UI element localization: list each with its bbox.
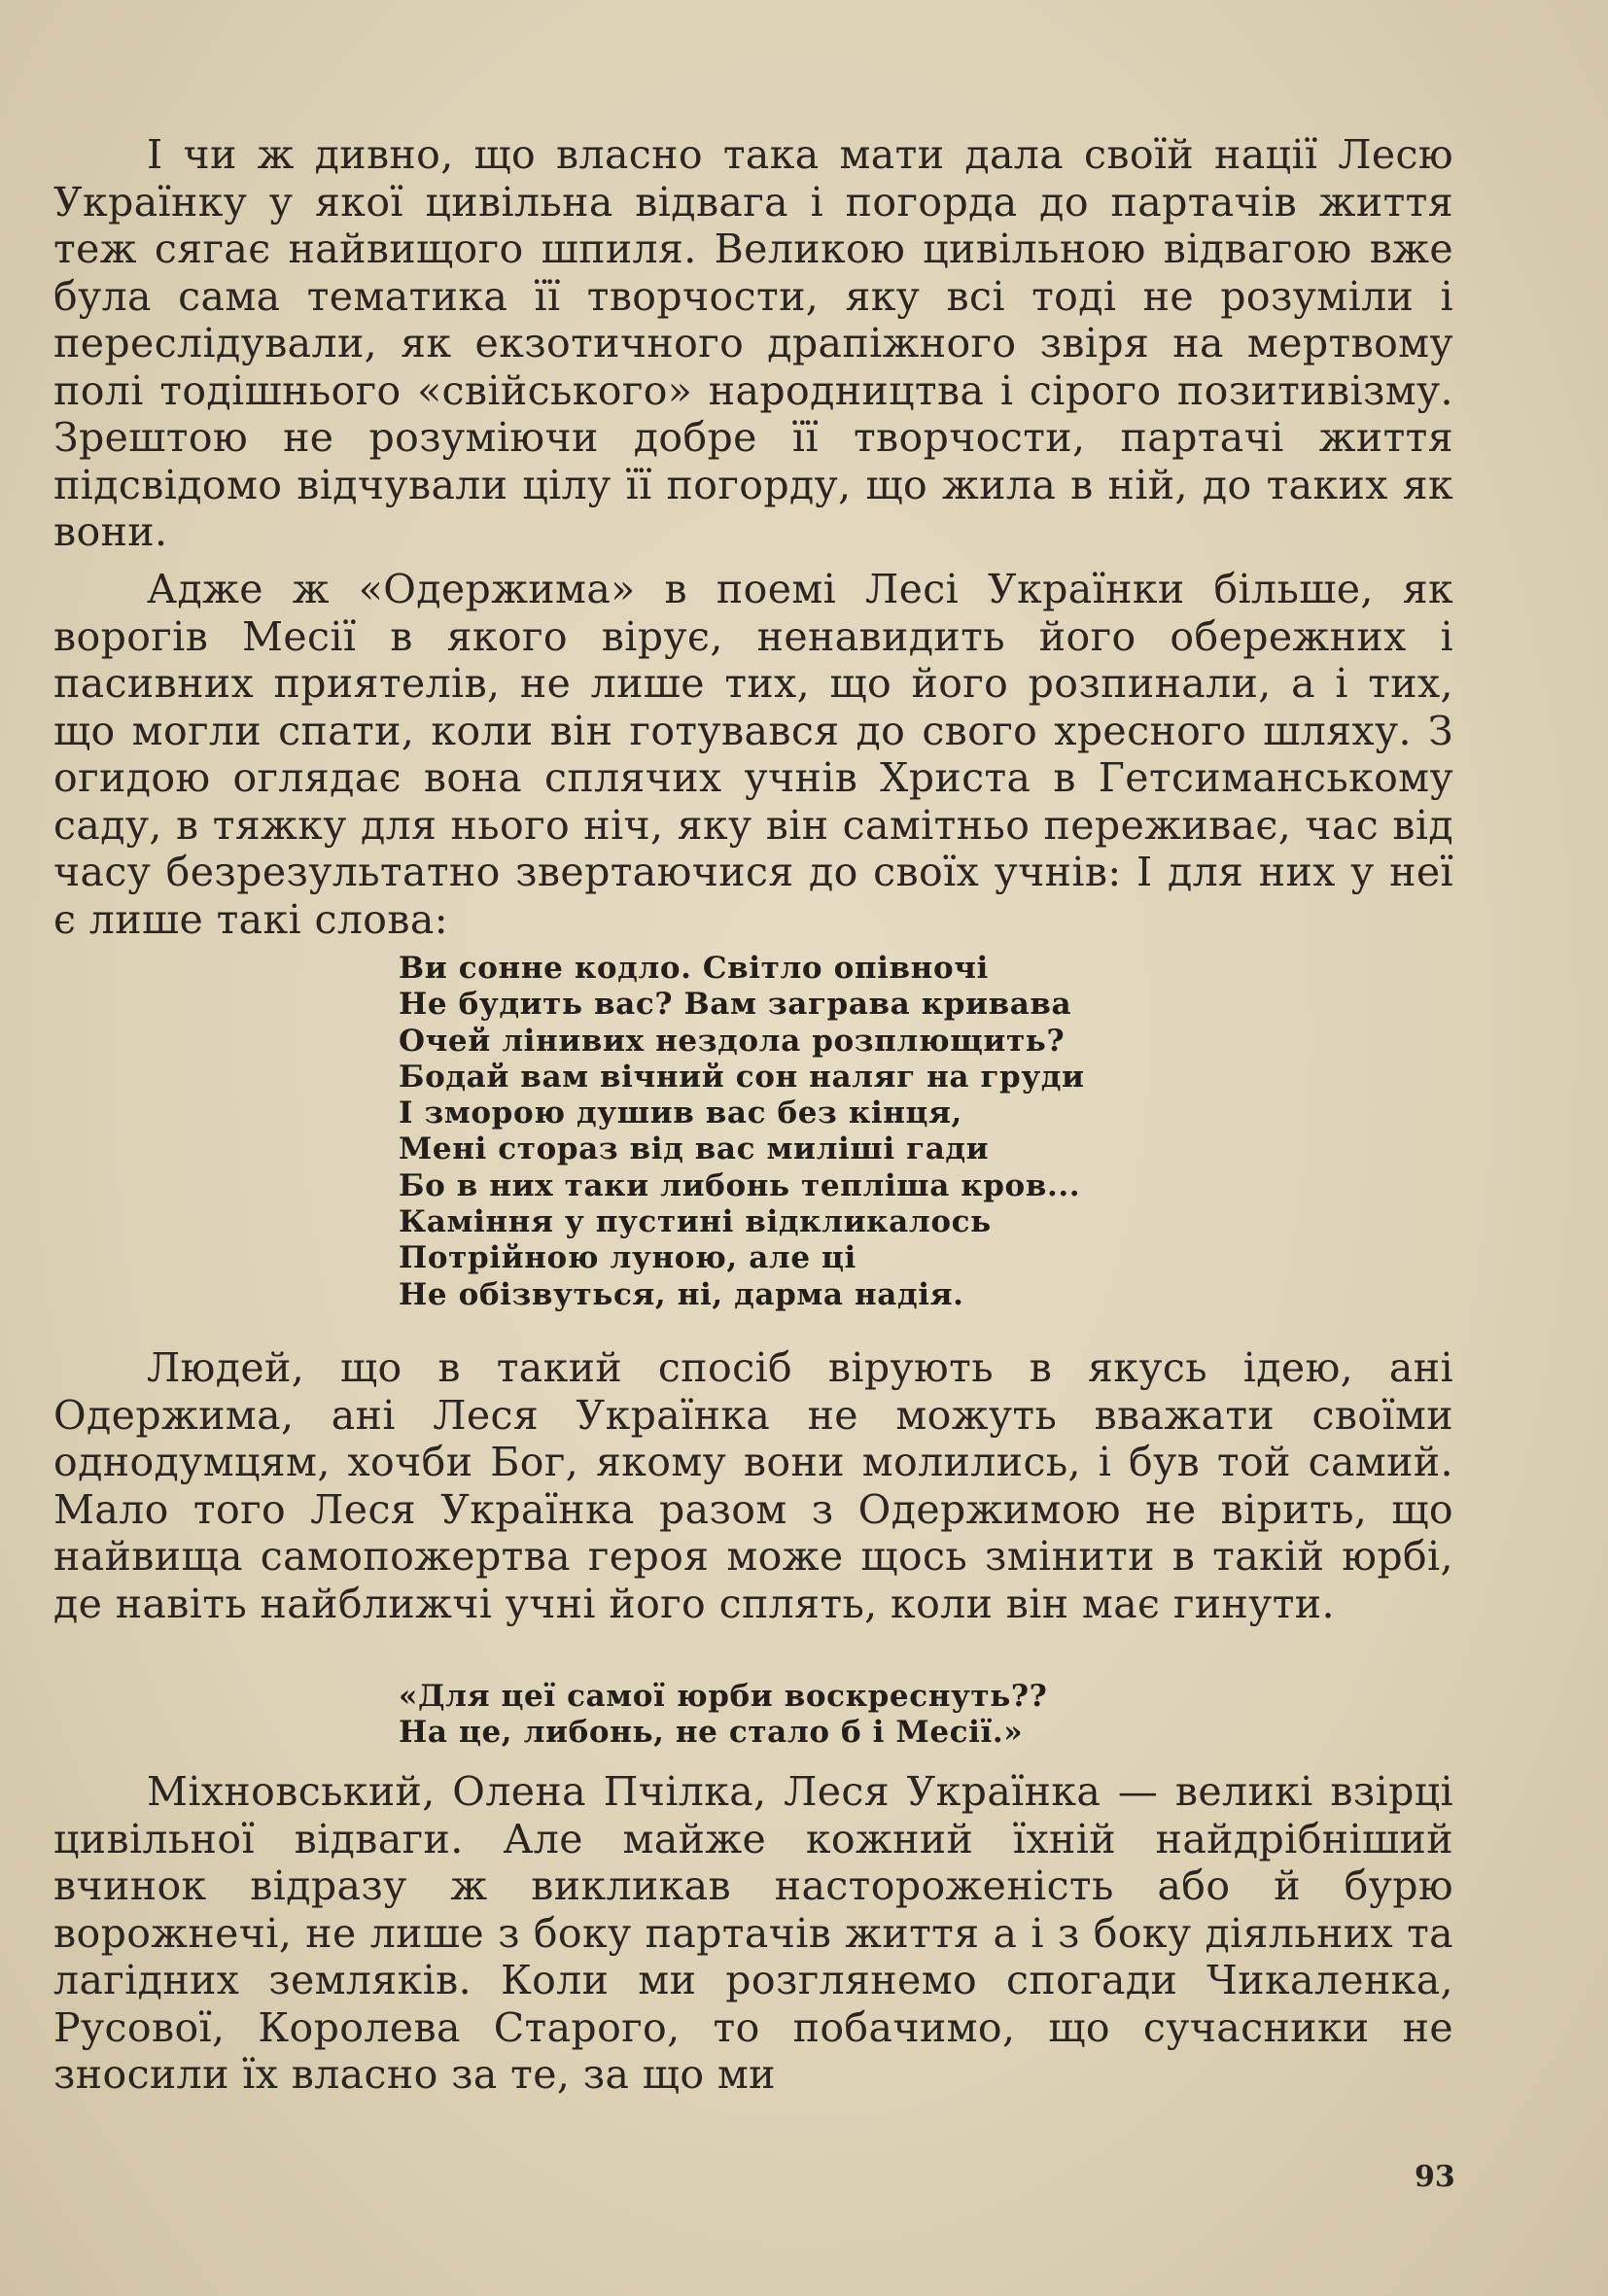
paragraph-text: І чи ж дивно, що власно така мати дала своїй нації Лесю Українку у якої цивільна відвага і погорда до партачів життя теж сягає найвищого шпиля. Великою цивільною відвагою вже була сама тематика її творчости, яку всі тоді не розуміли і переслідували, як екзотичного драпіжного звіря на мертвому полі тодішнього «свійського» народництва і сірого позитивізму. Зрештою не розуміючи добре її творчости, партачі життя підсвідомо відчували цілу її погорду, що жила в ній, до таких як вони. xyxy=(53,131,1453,555)
poem-line: Не будить вас? Вам заграва кривава xyxy=(399,987,1072,1023)
poem-quote-2 xyxy=(399,1679,1047,1752)
poem-line: На це, либонь, не стало б і Месії.» xyxy=(399,1715,1024,1751)
poem-line: Ви сонне кодло. Світло опівночі xyxy=(399,951,989,986)
poem-line: «Для цеї самої юрби воскреснуть?? xyxy=(399,1679,1048,1714)
poem-line: Бодай вам вічний сон наляг на груди xyxy=(399,1059,1085,1095)
poem-quote-1 xyxy=(399,951,1085,1313)
paragraph-4 xyxy=(53,1768,1453,2099)
page-number: 93 xyxy=(1415,2160,1455,2194)
poem-line: Каміння у пустині відкликалось xyxy=(399,1204,992,1240)
poem-line: Потрійною луною, але ці xyxy=(399,1240,856,1276)
poem-line: Бо в них таки либонь тепліша кров... xyxy=(399,1167,1081,1203)
paragraph-text: Людей, що в такий спосіб вірують в якусь ідею, ані Одержима, ані Леся Українка не можуть вважати своїми однодумцям, хочби Бог, якому вони молились, і був той самий. Мало того Леся Українка разом з Одержимою не вірить, що найвища самопожертва героя може щось змінити в такій юрбі, де навіть найближчі учні його сплять, коли він має гинути. xyxy=(53,1344,1453,1627)
paragraph-text: Адже ж «Одержима» в поемі Лесі Українки більше, як ворогів Месії в якого вірує, ненавидить його обережних і пасивних приятелів, не лише тих, що його розпинали, а і тих, що могли спати, коли він готувався до свого хресного шляху. З огидою оглядає вона сплячих учнів Христа в Гетсиманському саду, в тяжку для нього ніч, яку він самітньо переживає, час від часу безрезультатно звертаючися до своїх учнів: І для них у неї є лише такі слова: xyxy=(53,566,1453,943)
paragraph-3 xyxy=(53,1344,1453,1627)
poem-line: Очей лінивих нездола розплющить? xyxy=(399,1023,1066,1059)
poem-line: Не обізвуться, ні, дарма надія. xyxy=(399,1276,964,1312)
paragraph-1 xyxy=(53,131,1453,556)
poem-line: І зморою душив вас без кінця, xyxy=(399,1096,962,1131)
poem-line: Мені стораз від вас миліші гади xyxy=(399,1131,990,1167)
paragraph-2 xyxy=(53,566,1453,943)
paragraph-text: Міхновський, Олена Пчілка, Леся Українка — великі взірці цивільної відваги. Але майже кожний їхній найдрібніший вчинок відразу ж викликав настороженість або й бурю ворожнечі, не лише з боку партачів життя а і з боку діяльних та лагідних земляків. Коли ми розглянемо спогади Чикаленка, Русової, Королева Старого, то побачимо, що сучасники не зносили їх власно за те, за що ми xyxy=(53,1768,1453,2098)
